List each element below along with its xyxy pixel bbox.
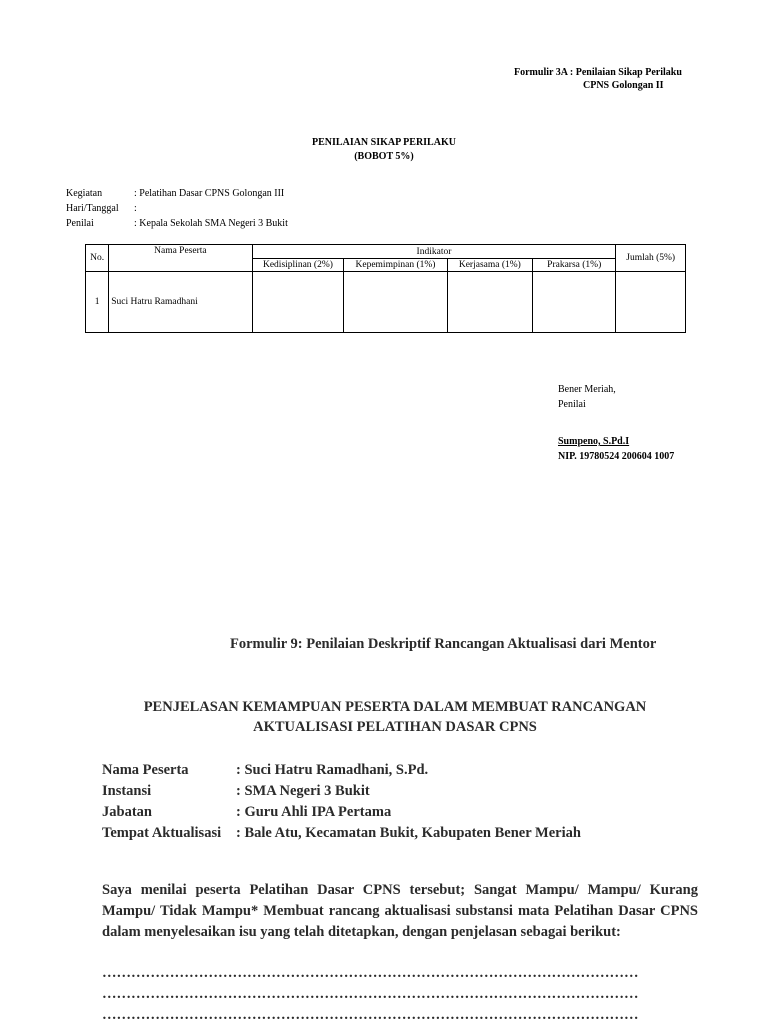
meta-row-instansi	[102, 781, 581, 802]
col-header-no: No.	[86, 245, 109, 272]
cell-total	[616, 272, 686, 333]
meta-key: Penilai	[66, 218, 94, 229]
form3a-header	[514, 66, 682, 92]
meta-value: :	[134, 203, 137, 214]
meta-key: Nama Peserta	[102, 762, 189, 778]
assessment-table	[85, 244, 686, 333]
signature-block	[558, 382, 674, 464]
col-header-prakarsa: Prakarsa (1%)	[533, 259, 616, 272]
form9-heading: Formulir 9: Penilaian Deskriptif Rancangan Aktualisasi dari Mentor	[230, 636, 657, 652]
dotted-line: …………………………………………………………………………………………………	[102, 965, 639, 981]
meta-key: Instansi	[102, 783, 152, 799]
meta-row-nama-peserta	[102, 760, 581, 781]
signature-name: Sumpeno, S.Pd.I	[558, 436, 630, 447]
form9-title-line1: PENJELASAN KEMAMPUAN PESERTA DALAM MEMBUAT RANCANGAN	[143, 699, 647, 715]
meta-key: Tempat Aktualisasi	[102, 825, 222, 841]
meta-value: : Kepala Sekolah SMA Negeri 3 Bukit	[134, 218, 288, 229]
cell-score-kedisiplinan	[252, 272, 344, 333]
form3a-header-line1: Formulir 3A : Penilaian Sikap Perilaku	[514, 67, 682, 78]
col-header-kerjasama: Kerjasama (1%)	[447, 259, 532, 272]
form9-title-line2: AKTUALISASI PELATIHAN DASAR CPNS	[253, 719, 537, 735]
meta-value: : SMA Negeri 3 Bukit	[236, 783, 370, 799]
col-header-total: Jumlah (5%)	[616, 245, 686, 272]
meta-value: : Pelatihan Dasar CPNS Golongan III	[134, 188, 285, 199]
meta-row-hari-tanggal	[66, 201, 288, 216]
cell-score-kerjasama	[447, 272, 532, 333]
form9-assessment-paragraph: Saya menilai peserta Pelatihan Dasar CPNS tersebut; Sangat Mampu/ Mampu/ Kurang Mampu/ Tidak Mampu* Membuat rancang aktualisasi substansi mata Pelatihan Dasar CPNS dalam menyelesaikan isu yang telah ditetapkan, dengan penjelasan sebagai berikut:	[102, 882, 698, 940]
form9-title	[100, 697, 690, 737]
form3a-title-line1: PENILAIAN SIKAP PERILAKU	[312, 137, 456, 148]
form9-dotted-lines	[102, 963, 698, 1026]
form3a-meta	[66, 186, 288, 231]
signature-role: Penilai	[558, 399, 586, 410]
cell-score-kepemimpinan	[344, 272, 447, 333]
dotted-line: …………………………………………………………………………………………………	[102, 986, 639, 1002]
signature-nip: NIP. 19780524 200604 1007	[558, 451, 675, 462]
cell-score-prakarsa	[533, 272, 616, 333]
meta-key: Hari/Tanggal	[66, 203, 119, 214]
cell-name: Suci Hatru Ramadhani	[109, 272, 252, 333]
form3a-title-line2: (BOBOT 5%)	[354, 151, 414, 162]
meta-key: Jabatan	[102, 804, 152, 820]
form3a-title	[0, 136, 768, 164]
form3a-header-line2: CPNS Golongan II	[583, 80, 664, 91]
col-header-kepemimpinan: Kepemimpinan (1%)	[344, 259, 447, 272]
col-header-kedisiplinan: Kedisiplinan (2%)	[252, 259, 344, 272]
meta-row-kegiatan	[66, 186, 288, 201]
meta-row-tempat-aktualisasi	[102, 823, 581, 844]
signature-place: Bener Meriah,	[558, 384, 616, 395]
meta-value: : Suci Hatru Ramadhani, S.Pd.	[236, 762, 429, 778]
meta-key: Kegiatan	[66, 188, 103, 199]
meta-row-penilai	[66, 216, 288, 231]
col-header-indicator: Indikator	[252, 245, 616, 259]
dotted-line: …………………………………………………………………………………………………	[102, 1007, 639, 1023]
cell-no: 1	[86, 272, 109, 333]
meta-row-jabatan	[102, 802, 581, 823]
meta-value: : Bale Atu, Kecamatan Bukit, Kabupaten Bener Meriah	[236, 825, 581, 841]
table-row	[86, 272, 686, 333]
col-header-name: Nama Peserta	[109, 245, 252, 272]
form9-meta	[102, 760, 581, 844]
meta-value: : Guru Ahli IPA Pertama	[236, 804, 392, 820]
